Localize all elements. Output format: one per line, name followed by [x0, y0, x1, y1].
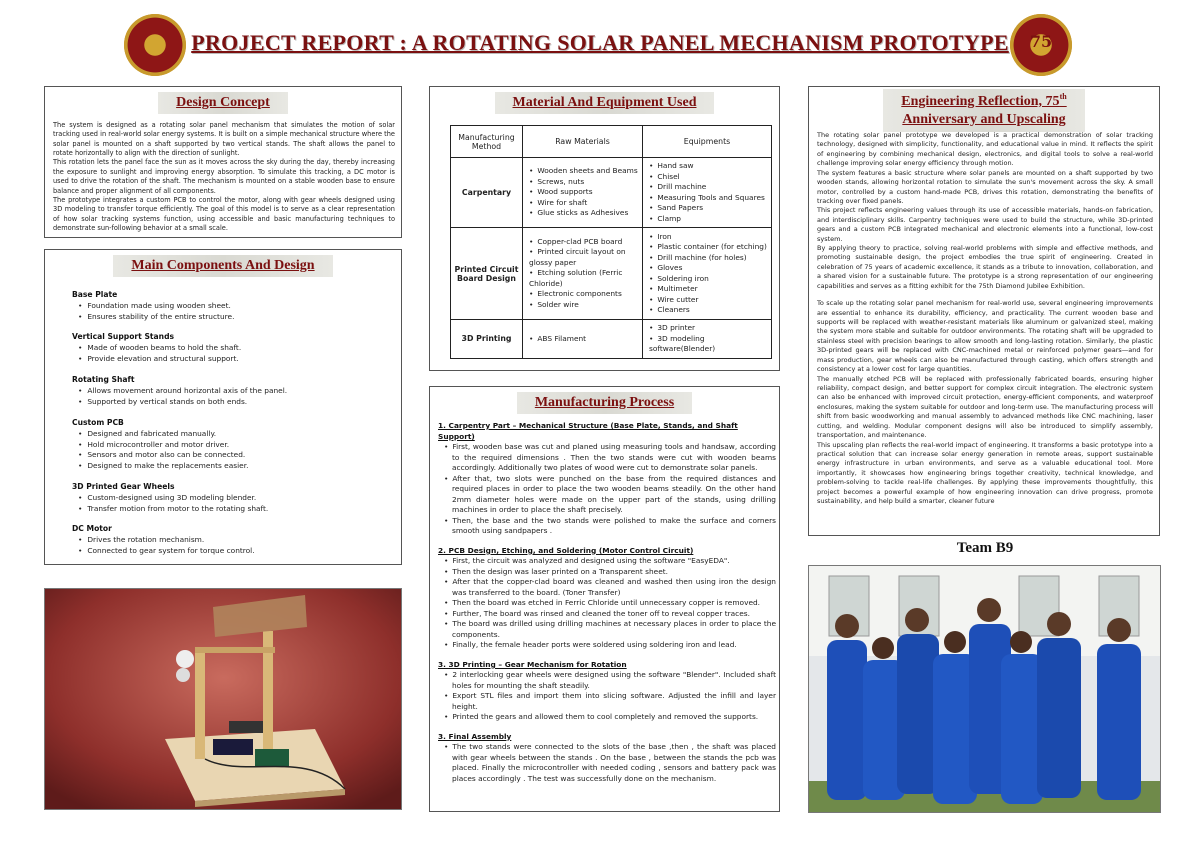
list-item: • The two stands were connected to the slots of the base ,then , the shaft was placed with gear wheels between the stands . On the base , between the stands the pcb was placed. Finally the microcontroller with needed coding , sensors and battery pack was places accordingly . The test was successfully done on the mechanism. — [444, 742, 776, 784]
reflection-text — [817, 131, 1153, 506]
design-concept-panel — [44, 86, 402, 238]
process-heading: Manufacturing Process — [430, 391, 779, 414]
component-group — [72, 523, 392, 556]
list-item: • Then the board was etched in Ferric Chloride until unnecessary copper is removed. — [444, 598, 776, 609]
list-item: • Ensures stability of the entire structure. — [78, 312, 392, 323]
list-item: • Connected to gear system for torque control. — [78, 546, 392, 557]
list-item: • Transfer motion from motor to the rotating shaft. — [78, 504, 392, 515]
list-item: • Further, The board was rinsed and cleaned the toner off to reveal copper traces. — [444, 609, 776, 620]
raw-materials-cell — [523, 158, 643, 228]
raw-materials-cell — [523, 228, 643, 320]
list-item: • ABS Filament — [529, 334, 638, 345]
reflection-paragraph: This project reflects engineering values through its use of accessible materials, hands-on fabrication, and interdisciplinary skills. Carpentry techniques were used to build the structure, while 3D-printed gears and a custom PCB integrated mechanical and electronic elements into a functional, low-cost system. — [817, 206, 1153, 243]
reflection-heading-line2: Anniversary and Upscaling — [902, 111, 1066, 127]
process-section-title: 3. Final Assembly — [438, 731, 512, 741]
list-item: • 3D modeling software(Blender) — [649, 334, 767, 355]
equipments-cell — [643, 320, 772, 359]
design-concept-paragraph: The system is designed as a rotating solar panel mechanism that simulates the motion of solar tracking used in real-world solar energy systems. It is built on a simple mechanical structure where the solar panel is mounted on a shaft supported by two vertical stands. The shaft allows the panel to rotate horizontally to align with the direction of sunlight. — [53, 121, 395, 158]
list-item: • Wooden sheets and Beams — [529, 166, 638, 177]
component-group — [72, 417, 392, 472]
list-item: • Solder wire — [529, 300, 638, 311]
equipments-cell — [643, 228, 772, 320]
process-section-title: 3. 3D Printing – Gear Mechanism for Rotation — [438, 659, 627, 669]
component-group — [72, 331, 392, 364]
column-header: Equipments — [643, 126, 772, 158]
reflection-paragraph: The manually etched PCB will be replaced with professionally fabricated boards, ensuring higher reliability, compact design, and better support for complex circuit integration. The electronic system can also be enhanced with improved circuit protection, energy-efficient components, and waterproof enclosures, making the system suitable for outdoor and long-term use. The manufacturing process will shift from basic woodworking and manual assembly to advanced methods like CNC machining, laser cutting, and welding. Modular component designs will also be introduced to simplify assembly, transportation, and maintenance. — [817, 374, 1153, 440]
list-item: • Soldering iron — [649, 274, 767, 285]
reflection-paragraph: To scale up the rotating solar panel mechanism for real-world use, several engineering improvements are essential to enhance its durability, efficiency, and practicality. The current wooden base and supports will be replaced with weather-resistant materials like aluminum or galvanized steel, making the system more stable and suitable for outdoor environments. The rotating shaft will be upgraded to stainless steel with precision bearings to allow smooth and long-lasting rotation. Similarly, the plastic 3D-printed gears will be replaced with CNC-machined metal or reinforced polymer gears—and for mass production, gear wheels can also be manufactured through casting, which offers strength and consistency at a lower cost for large quantities. — [817, 299, 1153, 374]
anniversary-logo-number: 75 — [1029, 32, 1053, 51]
component-name: 3D Printed Gear Wheels — [72, 482, 175, 491]
title-bar — [0, 0, 1200, 84]
team-photo — [808, 565, 1161, 813]
reflection-paragraph: The system features a basic structure where solar panels are mounted on a shaft supported by two wooden stands, allowing horizontal rotation to simulate the sun's movement across the sky. A small motor, controlled by a custom hand-made PCB, drives this rotation, demonstrating the benefits of tracking over fixed panels. — [817, 168, 1153, 205]
list-item: • Drives the rotation mechanism. — [78, 535, 392, 546]
column-header: Raw Materials — [523, 126, 643, 158]
reflection-heading-line1: Engineering Reflection, 75 — [901, 93, 1060, 109]
list-item: • Finally, the female header ports were soldered using soldering iron and lead. — [444, 640, 776, 651]
list-item: • Printed the gears and allowed them to cool completely and removed the supports. — [444, 712, 776, 723]
list-item: • Cleaners — [649, 305, 767, 316]
list-item: • Made of wooden beams to hold the shaft. — [78, 343, 392, 354]
list-item: • After that, two slots were punched on the base from the required distances and required places in order to place the two wooden beams steadily. On the other hand 2mm diameter holes were made on the upper part of the stands, using drilling machines in order to place the shaft precisely. — [444, 474, 776, 516]
component-group — [72, 289, 392, 322]
column-header: Manufacturing Method — [451, 126, 523, 158]
component-name: Custom PCB — [72, 418, 124, 427]
raw-materials-cell — [523, 320, 643, 359]
list-item: • Printed circuit layout on glossy paper — [529, 247, 638, 268]
reflection-paragraph: By applying theory to practice, solving real-world problems with simple and effective methods, and promoting sustainable design, the project embodies the true spirit of engineering. Created in celebration of 75 years of academic excellence, it stands as a tribute to innovation, collaboration, and a shared vision for a sustainable future. The prototype is a strong representation of our engineering capabilities and serves as a fitting exhibit for the 75th Diamond Jubilee Exhibition. — [817, 244, 1153, 290]
process-section-title: 2. PCB Design, Etching, and Soldering (Motor Control Circuit) — [438, 545, 694, 555]
team-title: Team B9 — [956, 540, 1014, 556]
table-row — [451, 228, 772, 320]
prototype-illustration — [45, 589, 402, 810]
list-item: • Wire cutter — [649, 295, 767, 306]
list-item: • First, the circuit was analyzed and designed using the software "EasyEDA". — [444, 556, 776, 567]
design-concept-text — [53, 121, 395, 233]
reflection-paragraph: This upscaling plan reflects the real-world impact of engineering. It transforms a basic prototype into a practical solution that can increase solar energy generation in remote areas, support sustainable energy infrastructure in urban environments, and serve as a valuable educational tool. More importantly, it showcases how engineering brings together creativity, technical knowledge, and problem-solving to tackle real-life challenges. By applying these improvements thoughtfully, this project becomes a powerful example of how engineering innovation can drive progress, promote sustainability, and help build a smarter, cleaner future — [817, 440, 1153, 506]
team-illustration — [809, 566, 1161, 813]
list-item: • Plastic container (for etching) — [649, 242, 767, 253]
anniversary-75-logo — [1010, 14, 1072, 76]
list-item: • Gloves — [649, 263, 767, 274]
method-cell: Printed Circuit Board Design — [451, 228, 523, 320]
list-item: • Then, the base and the two stands were polished to make the surface and corners smooth using sandpapers . — [444, 516, 776, 537]
list-item: • Custom-designed using 3D modeling blender. — [78, 493, 392, 504]
process-panel — [429, 386, 780, 812]
list-item: • Iron — [649, 232, 767, 243]
list-item: • The board was drilled using drilling machines at necessary places in order to place the components. — [444, 619, 776, 640]
reflection-panel — [808, 86, 1160, 536]
list-item: • Allows movement around horizontal axis of the panel. — [78, 386, 392, 397]
list-item: • Chisel — [649, 172, 767, 183]
materials-panel — [429, 86, 780, 371]
component-name: DC Motor — [72, 524, 112, 533]
component-group — [72, 374, 392, 407]
list-item: • Designed to make the replacements easier. — [78, 461, 392, 472]
list-item: • Supported by vertical stands on both ends. — [78, 397, 392, 408]
list-item: • Screws, nuts — [529, 177, 638, 188]
components-heading: Main Components And Design — [45, 254, 401, 277]
method-cell: 3D Printing — [451, 320, 523, 359]
method-cell: Carpentary — [451, 158, 523, 228]
list-item: • Wire for shaft — [529, 198, 638, 209]
list-item: • Then the design was laser printed on a Transparent sheet. — [444, 567, 776, 578]
list-item: • Drill machine (for holes) — [649, 253, 767, 264]
materials-heading: Material And Equipment Used — [430, 91, 779, 114]
list-item: • Foundation made using wooden sheet. — [78, 301, 392, 312]
reflection-paragraph: The rotating solar panel prototype we developed is a practical demonstration of solar tracking technology, designed with simplicity, functionality, and educational value in mind. It reflects the spirit of engineering by combining mechanical design, electronics, and digital tools to solve a real-world challenge improving solar energy efficiency through motion. — [817, 131, 1153, 168]
reflection-heading — [809, 89, 1159, 132]
table-header-row — [451, 126, 772, 158]
component-name: Vertical Support Stands — [72, 332, 175, 341]
reflection-heading-sup: th — [1059, 92, 1067, 101]
list-item: • Measuring Tools and Squares — [649, 193, 767, 204]
table-row — [451, 158, 772, 228]
list-item: • Sand Papers — [649, 203, 767, 214]
university-crest-logo — [124, 14, 186, 76]
components-panel — [44, 249, 402, 565]
list-item: • After that the copper-clad board was cleaned and washed then using iron the design was transferred to the board. (Toner Transfer) — [444, 577, 776, 598]
list-item: • Glue sticks as Adhesives — [529, 208, 638, 219]
component-name: Rotating Shaft — [72, 375, 135, 384]
design-concept-heading: Design Concept — [45, 91, 401, 114]
list-item: • Hold microcontroller and motor driver. — [78, 440, 392, 451]
list-item: • Export STL files and import them into slicing software. Adjusted the infill and layer height. — [444, 691, 776, 712]
list-item: • Hand saw — [649, 161, 767, 172]
component-name: Base Plate — [72, 290, 118, 299]
design-concept-paragraph: The prototype integrates a custom PCB to control the motor, along with gear wheels designed using 3D modeling to transfer torque efficiently. The goal of this model is to serve as a clear representation of how solar tracking systems function, using accessible and basic manufacturing techniques to demonstrate sun-following behavior at a small scale. — [53, 195, 395, 232]
list-item: • Sensors and motor also can be connected. — [78, 450, 392, 461]
component-group — [72, 481, 392, 514]
list-item: • Wood supports — [529, 187, 638, 198]
process-content — [438, 421, 776, 785]
list-item: • Copper-clad PCB board — [529, 237, 638, 248]
materials-table — [450, 125, 772, 359]
process-section-title: 1. Carpentry Part – Mechanical Structure (Base Plate, Stands, and Shaft Support) — [438, 421, 738, 441]
list-item: • 2 interlocking gear wheels were designed using the software "Blender". Included shaft holes for mounting the shaft steadily. — [444, 670, 776, 691]
list-item: • Etching solution (Ferric Chloride) — [529, 268, 638, 289]
design-concept-paragraph: This rotation lets the panel face the sun as it moves across the sky during the day, thereby increasing the exposure to sunlight and improving energy absorption. To simulate this tracking, a DC motor is used to drive the rotation of the shaft. The mechanism is mounted on a stable wooden base to ensure balance and proper alignment of all components. — [53, 158, 395, 195]
list-item: • Provide elevation and structural support. — [78, 354, 392, 365]
list-item: • 3D printer — [649, 323, 767, 334]
list-item: • Multimeter — [649, 284, 767, 295]
prototype-photo — [44, 588, 402, 810]
list-item: • Clamp — [649, 214, 767, 225]
list-item: • Designed and fabricated manually. — [78, 429, 392, 440]
equipments-cell — [643, 158, 772, 228]
table-row — [451, 320, 772, 359]
report-title: PROJECT REPORT : A ROTATING SOLAR PANEL MECHANISM PROTOTYPE — [191, 30, 1009, 55]
list-item: • Drill machine — [649, 182, 767, 193]
list-item: • First, wooden base was cut and planed using measuring tools and handsaw, according to the required dimensions . Then the two stands were cut with wooden beams accordingly. Additionally two plates of wood were cut to demonstrate solar panels. — [444, 442, 776, 474]
list-item: • Electronic components — [529, 289, 638, 300]
